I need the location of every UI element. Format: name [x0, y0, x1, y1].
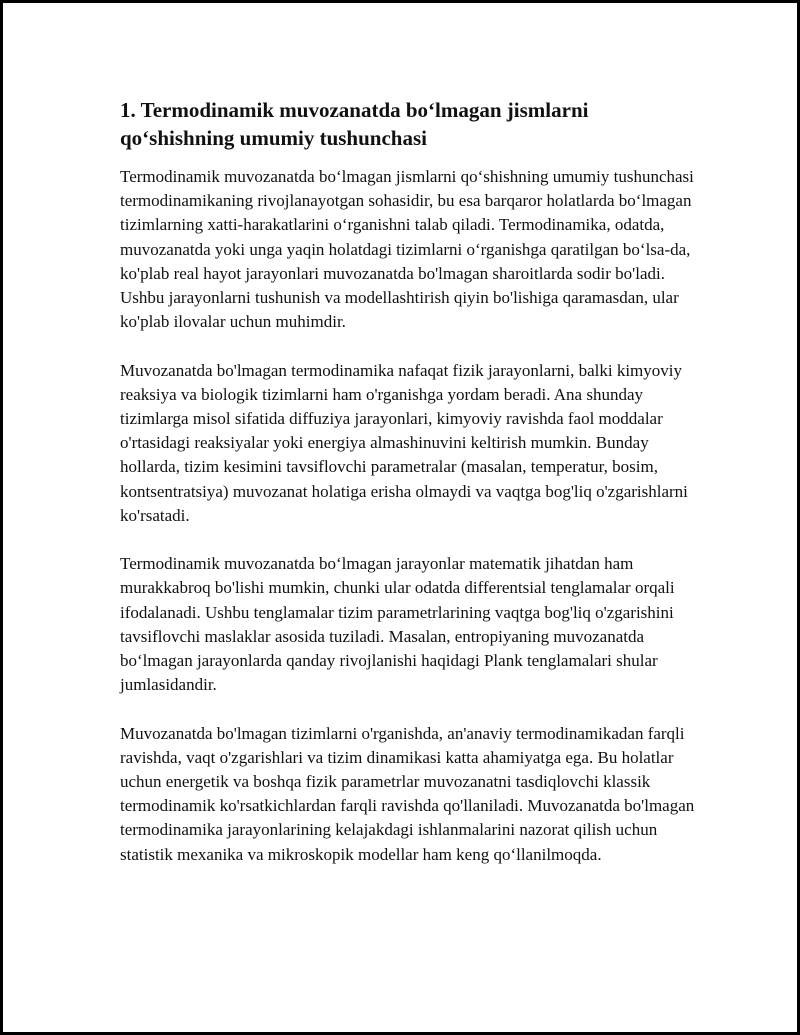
section-heading	[120, 96, 695, 152]
paragraph-2: Muvozanatda bo'lmagan termodinamika nafaqat fizik jarayonlarni, balki kimyoviy reaksiya va biologik tizimlarni ham o'rganishga yordam beradi. Ana shunday tizimlarga misol sifatida diffuziya jarayonlari, kimyoviy ravishda faol moddalar o'rtasidagi reaksiyalar yoki energiya almashinuvini keltirish mumkin. Bunday hollarda, tizim kesimini tavsiflovchi parametralar (masalan, temperatur, bosim, kontsentratsiya) muvozanat holatiga erisha olmaydi va vaqtga bog'liq o'zgarishlarni ko'rsatadi.	[120, 360, 688, 525]
paragraph-4: Muvozanatda bo'lmagan tizimlarni o'rganishda, an'anaviy termodinamikadan farqli ravishda, vaqt o'zgarishlari va tizim dinamikasi katta ahamiyatga ega. Bu holatlar uchun energetik va boshqa fizik parametrlar muvozanatni tasdiqlovchi klassik termodinamik ko'rsatkichlardan farqli ravishda qo'llaniladi. Muvozanatda bo'lmagan termodinamika jarayonlarining kelajakdagi ishlanmalarini nazorat qilish uchun statistik mexanika va mikroskopik modellar ham keng qo‘llanilmoqda.	[120, 723, 695, 864]
paragraph-1: Termodinamik muvozanatda bo‘lmagan jismlarni qo‘shishning umumiy tushunchasi termodinamikaning rivojlanayotgan sohasidir, bu esa barqaror holatlarda bo‘lmagan tizimlarning xatti-harakatlarini o‘rganishni talab qiladi. Termodinamika, odatda, muvozanatda yoki unga yaqin holatdagi tizimlarni o‘rganishga qaratilgan bo‘lsa-da, ko'plab real hayot jarayonlari muvozanatda bo'lmagan sharoitlarda sodir bo'ladi. Ushbu jarayonlarni tushunish va modellashtirish qiyin bo'lishiga qaramasdan, ular ko'plab ilovalar uchun muhimdir.	[120, 167, 694, 332]
paragraph-3: Termodinamik muvozanatda bo‘lmagan jarayonlar matematik jihatdan ham murakkabroq bo'lishi mumkin, chunki ular odatda differentsial tenglamalar orqali ifodalanadi. Ushbu tenglamalar tizim parametrlarining vaqtga bog'liq o'zgarishini tavsiflovchi maslaklar asosida tuziladi. Masalan, entropiyaning muvozanatda bo‘lmagan jarayonlarda qanday rivojlanishi haqidagi Plank tenglamalari shular jumlasidandir.	[120, 554, 675, 695]
document-body	[120, 96, 695, 867]
section-heading-line-2: qo‘shishning umumiy tushunchasi	[120, 126, 427, 150]
section-heading-line-1: 1. Termodinamik muvozanatda bo‘lmagan jismlarni	[120, 98, 589, 122]
